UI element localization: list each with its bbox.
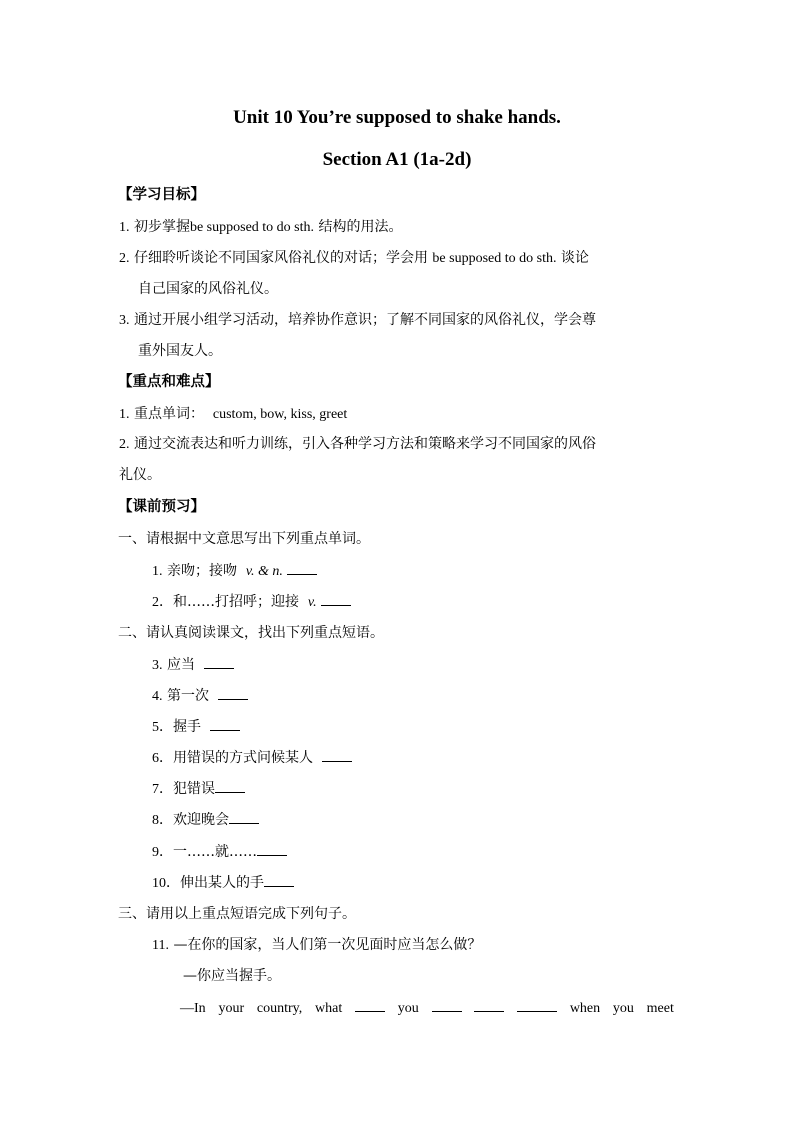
phrase-item-7: 7．犯错误 — [152, 779, 245, 800]
phrase-item-6: 6．用错误的方式问候某人 — [152, 748, 352, 769]
answer-blank[interactable] — [257, 842, 287, 856]
unit-title: Unit 10 You’re supposed to shake hands. — [233, 107, 561, 128]
objective-3: 3. 通过开展小组学习活动，培养协作意识；了解不同国家的风俗礼仪，学会尊 — [119, 312, 596, 328]
objective-2-continued: 自己国家的风俗礼仪。 — [138, 281, 278, 297]
answer-blank[interactable] — [218, 686, 248, 700]
answer-blank[interactable] — [432, 998, 462, 1012]
sentence-answer-11: —你应当握手。 — [183, 968, 281, 984]
phrase-item-10: 10．伸出某人的手 — [152, 873, 294, 894]
part1-heading: 一、请根据中文意思写出下列重点单词。 — [118, 531, 370, 547]
sentence-english-11: —In your country, what you when you meet — [180, 998, 674, 1019]
phrase-item-4: 4. 第一次 — [152, 686, 248, 707]
answer-blank[interactable] — [322, 748, 352, 762]
key-point-1: 1. 重点单词： custom, bow, kiss, greet — [119, 406, 348, 422]
answer-blank[interactable] — [215, 779, 245, 793]
answer-blank[interactable] — [355, 998, 385, 1012]
answer-blank[interactable] — [204, 655, 234, 669]
answer-blank[interactable] — [210, 717, 240, 731]
phrase-item-9: 9．一……就…… — [152, 842, 287, 863]
objective-3-continued: 重外国友人。 — [138, 343, 222, 359]
key-points-heading: 【重点和难点】 — [118, 373, 220, 390]
key-point-2-continued: 礼仪。 — [119, 467, 161, 483]
objectives-heading: 【学习目标】 — [118, 186, 205, 203]
vocab-question-2: 2．和……打招呼；迎接 v. — [152, 592, 351, 613]
sentence-question-11: 11. —在你的国家，当人们第一次见面时应当怎么做？ — [152, 937, 482, 953]
part3-heading: 三、请用以上重点短语完成下列句子。 — [118, 906, 356, 922]
part2-heading: 二、请认真阅读课文，找出下列重点短语。 — [118, 625, 384, 641]
answer-blank[interactable] — [321, 592, 351, 606]
vocab-question-1: 1. 亲吻；接吻 v. & n. — [152, 561, 317, 582]
phrase-item-3: 3. 应当 — [152, 655, 234, 676]
objective-2: 2. 仔细聆听谈论不同国家风俗礼仪的对话；学会用 be supposed to do sth. 谈论 — [119, 250, 589, 266]
key-point-2: 2. 通过交流表达和听力训练，引入各种学习方法和策略来学习不同国家的风俗 — [119, 436, 596, 452]
answer-blank[interactable] — [474, 998, 504, 1012]
section-title: Section A1 (1a-2d) — [322, 149, 472, 170]
answer-blank[interactable] — [517, 998, 557, 1012]
preview-heading: 【课前预习】 — [118, 498, 205, 515]
phrase-item-8: 8．欢迎晚会 — [152, 810, 259, 831]
answer-blank[interactable] — [287, 561, 317, 575]
objective-1: 1. 初步掌握be supposed to do sth. 结构的用法。 — [119, 219, 403, 235]
answer-blank[interactable] — [229, 810, 259, 824]
answer-blank[interactable] — [264, 873, 294, 887]
phrase-item-5: 5．握手 — [152, 717, 240, 738]
